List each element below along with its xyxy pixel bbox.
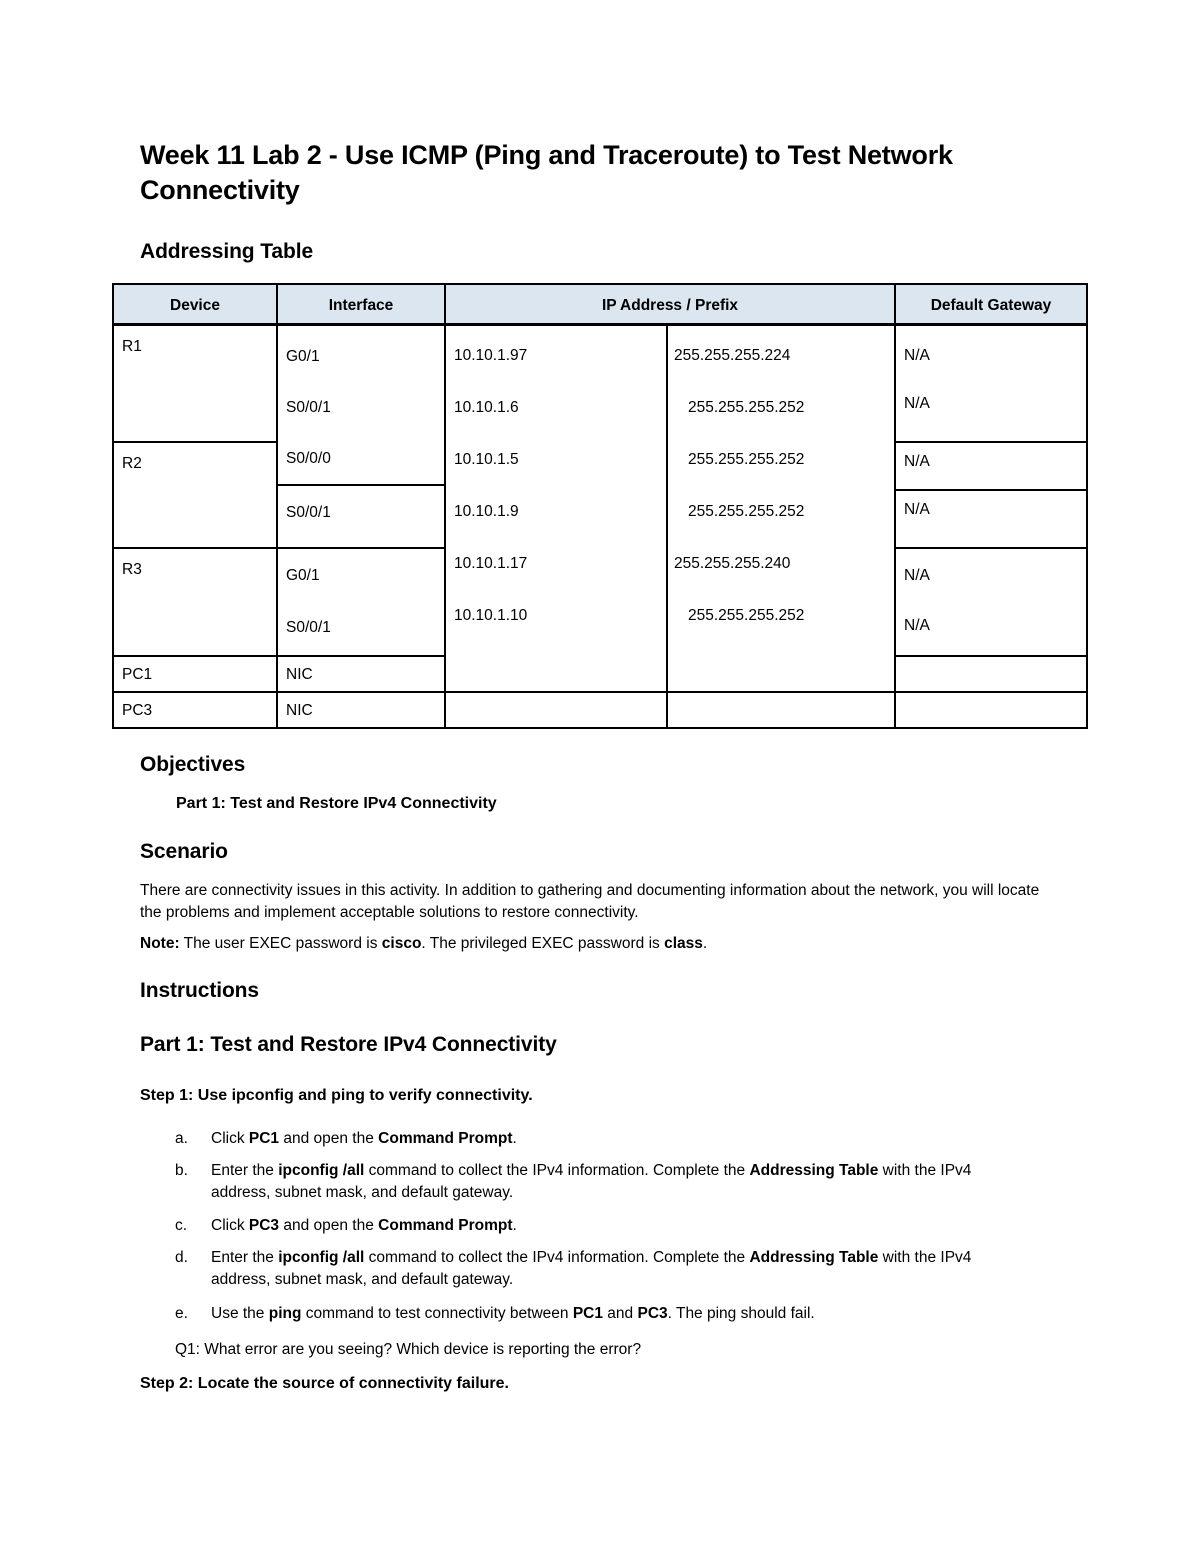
- table-cell-ip-addresses: [444, 324, 668, 693]
- addressing-table-heading: Addressing Table: [140, 240, 314, 263]
- table-header-device: [112, 283, 278, 326]
- subnet-mask-4: 255.255.255.252: [688, 503, 805, 520]
- table-cell-subnet-masks: [666, 324, 896, 693]
- e-bold-pc3: PC3: [637, 1305, 668, 1322]
- e-text-4: . The ping should fail.: [667, 1305, 815, 1322]
- interface-r2-s0001-label: S0/0/1: [286, 504, 331, 521]
- gateway-5: N/A: [904, 567, 930, 584]
- b-text-3: with the IPv4 address, subnet mask, and default gateway.: [211, 1162, 972, 1202]
- list-marker-b: b.: [175, 1162, 188, 1179]
- list-marker-a: a.: [175, 1130, 188, 1147]
- ip-address-1: 10.10.1.97: [454, 347, 528, 364]
- header-gateway-label: Default Gateway: [930, 297, 1052, 314]
- addressing-table: [112, 283, 1088, 728]
- table-header-gateway: [894, 283, 1088, 326]
- note-password-privileged: class: [664, 935, 703, 952]
- page-title: Week 11 Lab 2 - Use ICMP (Ping and Traceroute) to Test Network Connectivity: [140, 140, 953, 205]
- table-cell-interface-pc3-nic: [276, 691, 446, 729]
- note-text-3: .: [702, 935, 708, 952]
- table-cell-device-r2: [112, 441, 278, 549]
- gateway-3: N/A: [904, 453, 930, 470]
- d-text-1: Enter the: [211, 1249, 279, 1266]
- subnet-mask-1: 255.255.255.224: [674, 347, 791, 364]
- b-bold-ipconfig: ipconfig /all: [278, 1162, 365, 1179]
- b-text-2: command to collect the IPv4 information. Complete the: [364, 1162, 750, 1179]
- table-cell-gateway-r3: [894, 547, 1088, 657]
- a-text-1: Click: [211, 1130, 249, 1147]
- device-pc1-label: PC1: [122, 666, 153, 683]
- table-cell-device-r1: [112, 324, 278, 443]
- subnet-mask-3: 255.255.255.252: [688, 451, 805, 468]
- ip-address-5: 10.10.1.17: [454, 555, 528, 572]
- subnet-mask-2: 255.255.255.252: [688, 399, 805, 416]
- device-pc3-label: PC3: [122, 702, 153, 719]
- step1-heading: Step 1: Use ipconfig and ping to verify connectivity.: [140, 1087, 533, 1104]
- table-header-ip-prefix: [444, 283, 896, 326]
- ip-address-4: 10.10.1.9: [454, 503, 519, 520]
- d-bold-ipconfig: ipconfig /all: [278, 1249, 365, 1266]
- c-bold-pc3: PC3: [248, 1217, 280, 1234]
- interface-pc1-nic-label: NIC: [286, 666, 313, 683]
- gateway-6: N/A: [904, 617, 930, 634]
- e-text-2: command to test connectivity between: [301, 1305, 573, 1322]
- b-bold-addressing-table: Addressing Table: [749, 1162, 879, 1179]
- table-cell-gateway-r2-b: [894, 489, 1088, 549]
- d-text-2: command to collect the IPv4 information. Complete the: [364, 1249, 750, 1266]
- a-bold-command-prompt: Command Prompt: [378, 1130, 513, 1147]
- note-text-2: . The privileged EXEC password is: [421, 935, 665, 952]
- e-bold-ping: ping: [268, 1305, 302, 1322]
- c-text-2: and open the: [279, 1217, 379, 1234]
- gateway-1: N/A: [904, 347, 930, 364]
- subnet-mask-5: 255.255.255.240: [674, 555, 791, 572]
- instructions-heading: Instructions: [140, 979, 259, 1002]
- table-cell-device-pc3: [112, 691, 278, 729]
- question-q1: Q1: What error are you seeing? Which device is reporting the error?: [175, 1341, 642, 1358]
- device-r1-label: R1: [122, 338, 142, 355]
- subnet-mask-6: 255.255.255.252: [688, 607, 805, 624]
- table-cell-ip-pc3: [444, 691, 668, 729]
- list-item-b: [211, 1160, 1011, 1205]
- header-interface-label: Interface: [328, 297, 394, 314]
- interface-r3-g01-label: G0/1: [286, 567, 320, 584]
- scenario-note: [140, 933, 1060, 955]
- objectives-part1-item: Part 1: Test and Restore IPv4 Connectivity: [176, 795, 497, 812]
- objectives-heading: Objectives: [140, 753, 246, 776]
- e-bold-pc1: PC1: [572, 1305, 603, 1322]
- ip-address-6: 10.10.1.10: [454, 607, 528, 624]
- interface-pc3-nic-label: NIC: [286, 702, 313, 719]
- d-bold-addressing-table: Addressing Table: [749, 1249, 879, 1266]
- e-text-1: Use the: [211, 1305, 269, 1322]
- table-cell-device-pc1: [112, 655, 278, 693]
- table-cell-interface-pc1-nic: [276, 655, 446, 693]
- interface-r2-s0000-label: S0/0/0: [286, 450, 331, 467]
- table-cell-gateway-pc1: [894, 655, 1088, 693]
- step2-heading: Step 2: Locate the source of connectivity failure.: [140, 1375, 509, 1392]
- table-cell-subnet-mask-pc3: [666, 691, 896, 729]
- a-text-3: .: [512, 1130, 517, 1147]
- gateway-4: N/A: [904, 501, 930, 518]
- table-cell-gateway-r1: [894, 324, 1088, 443]
- table-cell-device-r3: [112, 547, 278, 657]
- c-text-3: .: [512, 1217, 517, 1234]
- a-bold-pc1: PC1: [248, 1130, 280, 1147]
- list-marker-d: d.: [175, 1249, 188, 1266]
- ip-address-2: 10.10.1.6: [454, 399, 519, 416]
- gateway-2: N/A: [904, 395, 930, 412]
- note-text-1: The user EXEC password is: [179, 935, 382, 952]
- header-device-label: Device: [170, 297, 220, 314]
- list-marker-e: e.: [175, 1305, 188, 1322]
- device-r3-label: R3: [122, 561, 142, 578]
- note-label: Note:: [140, 935, 180, 952]
- table-cell-interface-group-1: [276, 324, 446, 486]
- header-ip-prefix-label: IP Address / Prefix: [601, 297, 739, 314]
- part1-heading: Part 1: Test and Restore IPv4 Connectivity: [140, 1033, 557, 1056]
- e-text-3: and: [603, 1305, 638, 1322]
- scenario-heading: Scenario: [140, 840, 228, 863]
- a-text-2: and open the: [279, 1130, 379, 1147]
- note-password-user: cisco: [381, 935, 422, 952]
- c-text-1: Click: [211, 1217, 249, 1234]
- interface-r1-s0001-label: S0/0/1: [286, 399, 331, 416]
- table-cell-interface-r2-s0001: [276, 484, 446, 549]
- d-text-3: with the IPv4 address, subnet mask, and default gateway.: [211, 1249, 972, 1289]
- ip-address-3: 10.10.1.5: [454, 451, 519, 468]
- interface-r1-g01-label: G0/1: [286, 348, 320, 365]
- device-r2-label: R2: [122, 455, 142, 472]
- interface-r3-s0001-label: S0/0/1: [286, 619, 331, 636]
- list-item-e: [211, 1303, 1041, 1325]
- table-cell-interface-group-3: [276, 547, 446, 657]
- list-item-a: [211, 1128, 1041, 1150]
- list-item-d: [211, 1247, 1011, 1292]
- list-marker-c: c.: [175, 1217, 188, 1234]
- table-cell-gateway-r2-a: [894, 441, 1088, 491]
- table-header-interface: [276, 283, 446, 326]
- b-text-1: Enter the: [211, 1162, 279, 1179]
- scenario-paragraph: There are connectivity issues in this activity. In addition to gathering and documenting information about the network, you will locate the problems and implement acceptable solutions to restore connectivity.: [140, 882, 1040, 922]
- list-item-c: [211, 1215, 1041, 1237]
- c-bold-command-prompt: Command Prompt: [378, 1217, 513, 1234]
- table-cell-gateway-pc3: [894, 691, 1088, 729]
